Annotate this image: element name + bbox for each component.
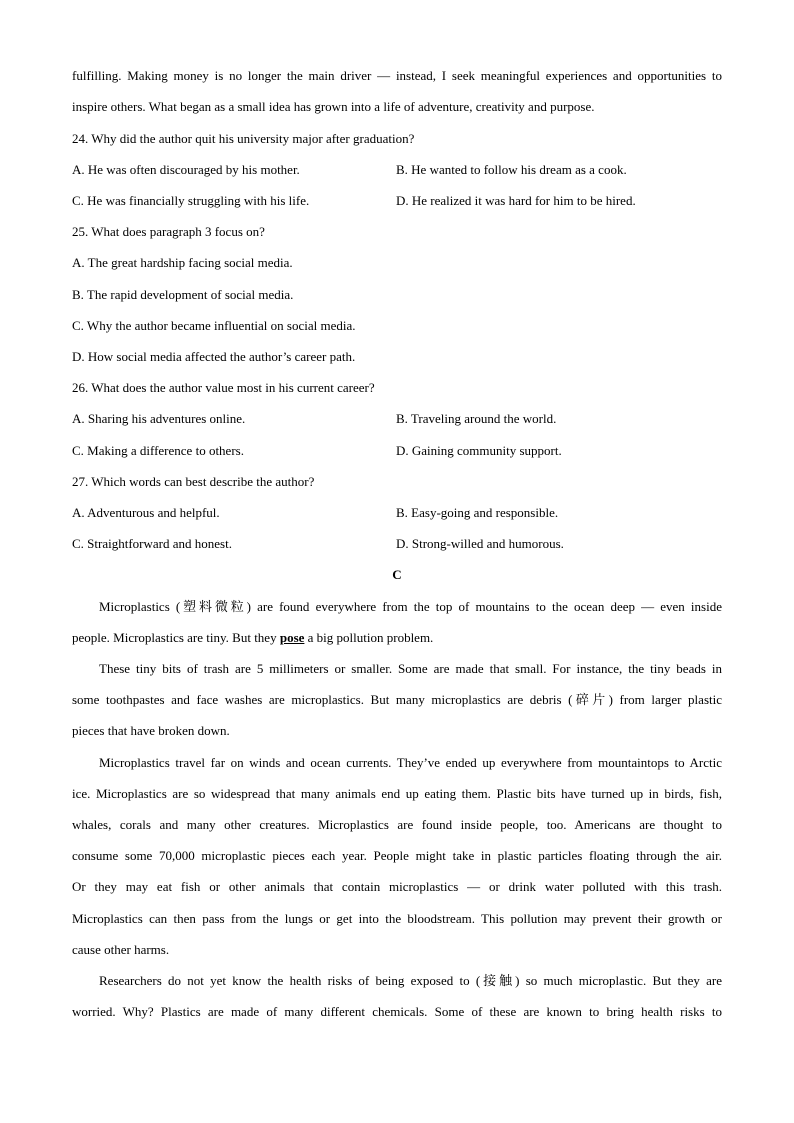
option-24-c: C. He was financially struggling with his life.	[72, 193, 310, 208]
paragraph-line: Researchers do not yet know the health risks of being exposed to (接触) so much microplastic. But they are	[99, 973, 722, 988]
option-26-c: C. Making a difference to others.	[72, 443, 244, 458]
option-27-a: A. Adventurous and helpful.	[72, 505, 220, 520]
question-24-stem: 24. Why did the author quit his university major after graduation?	[72, 131, 415, 146]
paragraph-text: people. Microplastics are tiny. But they	[72, 630, 280, 645]
paragraph-line: Or they may eat fish or other animals that contain microplastics — or drink water polluted with this trash.	[72, 879, 722, 894]
paragraph-line: Microplastics travel far on winds and ocean currents. They’ve ended up everywhere from mountaintops to Arctic	[99, 755, 722, 770]
option-25-d: D. How social media affected the author’s career path.	[72, 349, 356, 364]
question-26-stem: 26. What does the author value most in his current career?	[72, 380, 375, 395]
option-25-b: B. The rapid development of social media.	[72, 287, 294, 302]
section-heading: C	[392, 567, 402, 582]
passage-b-line: fulfilling. Making money is no longer the main driver — instead, I seek meaningful experiences and opportunities to	[72, 68, 722, 83]
paragraph-line: worried. Why? Plastics are made of many different chemicals. Some of these are known to bring health risks to	[72, 1004, 722, 1019]
option-27-c: C. Straightforward and honest.	[72, 536, 232, 551]
paragraph-text: a big pollution problem.	[304, 630, 434, 645]
paragraph-line: pieces that have broken down.	[72, 723, 230, 738]
paragraph-line: consume some 70,000 microplastic pieces each year. People might take in plastic particles floating through the air.	[72, 848, 722, 863]
option-27-b: B. Easy-going and responsible.	[396, 505, 559, 520]
option-24-b: B. He wanted to follow his dream as a cook.	[396, 162, 627, 177]
paragraph-line: Microplastics (塑料微粒) are found everywhere from the top of mountains to the ocean deep — even inside	[99, 599, 722, 614]
question-27-stem: 27. Which words can best describe the author?	[72, 474, 315, 489]
option-26-a: A. Sharing his adventures online.	[72, 411, 246, 426]
option-25-a: A. The great hardship facing social media.	[72, 255, 293, 270]
paragraph-line: ice. Microplastics are so widespread that many animals end up eating them. Plastic bits have turned up in birds, fish,	[72, 786, 722, 801]
paragraph-line: These tiny bits of trash are 5 millimeters or smaller. Some are made that small. For instance, the tiny beads in	[99, 661, 722, 676]
paragraph-line: Microplastics can then pass from the lungs or get into the bloodstream. This pollution may prevent their growth or	[72, 911, 722, 926]
question-25-stem: 25. What does paragraph 3 focus on?	[72, 224, 265, 239]
option-26-b: B. Traveling around the world.	[396, 411, 557, 426]
option-26-d: D. Gaining community support.	[396, 443, 562, 458]
paragraph-line: cause other harms.	[72, 942, 170, 957]
option-25-c: C. Why the author became influential on social media.	[72, 318, 356, 333]
option-27-d: D. Strong-willed and humorous.	[396, 536, 564, 551]
paragraph-line: some toothpastes and face washes are microplastics. But many microplastics are debris (碎片) from larger plastic	[72, 692, 722, 707]
paragraph-line: whales, corals and many other creatures. Microplastics are found inside people, too. Americans are thought to	[72, 817, 722, 832]
underlined-keyword: pose	[279, 630, 305, 645]
passage-b-line: inspire others. What began as a small idea has grown into a life of adventure, creativity and purpose.	[72, 99, 595, 114]
option-24-d: D. He realized it was hard for him to be hired.	[396, 193, 636, 208]
paragraph-line	[72, 629, 722, 647]
option-24-a: A. He was often discouraged by his mother.	[72, 162, 300, 177]
